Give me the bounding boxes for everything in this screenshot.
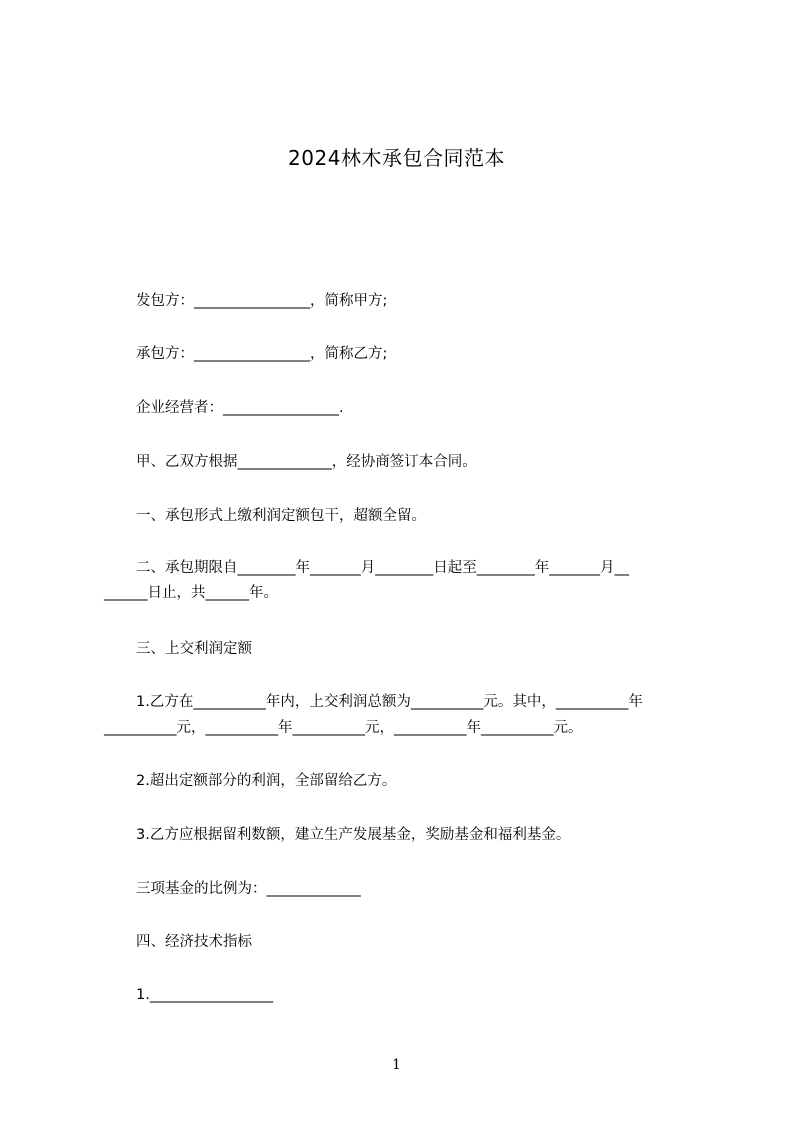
clause-3-2: 2.超出定额部分的利润，全部留给乙方。: [136, 773, 397, 789]
basis-paragraph: 甲、乙双方根据_____________，经协商签订本合同。: [136, 454, 477, 470]
fund-ratio-line: 三项基金的比例为：_____________: [136, 881, 361, 897]
clause-3-1-line-1: 1.乙方在__________年内，上交利润总额为__________元。其中，__________年: [136, 694, 643, 710]
page-number: 1: [392, 1057, 401, 1073]
clause-2-line-1: 二、承包期限自________年_______月________日起至________年_______月__: [136, 560, 629, 576]
operator-line: 企业经营者：________________.: [136, 400, 344, 416]
party-b-line: 承包方：________________，简称乙方;: [136, 346, 388, 362]
clause-2-line-2: ______日止，共______年。: [104, 585, 278, 601]
clause-1: 一、承包形式上缴利润定额包干，超额全留。: [136, 508, 426, 524]
clause-3-3: 3.乙方应根据留利数额，建立生产发展基金，奖励基金和福利基金。: [136, 827, 571, 843]
clause-4-heading: 四、经济技术指标: [136, 934, 252, 950]
clause-4-1: 1._________________: [136, 987, 274, 1003]
clause-3-heading: 三、上交利润定额: [136, 641, 252, 657]
clause-3-1-line-2: __________元，__________年__________元，__________年__________元。: [104, 720, 583, 736]
party-a-line: 发包方：________________，简称甲方;: [136, 293, 388, 309]
document-title: 2024林木承包合同范本: [288, 146, 505, 170]
